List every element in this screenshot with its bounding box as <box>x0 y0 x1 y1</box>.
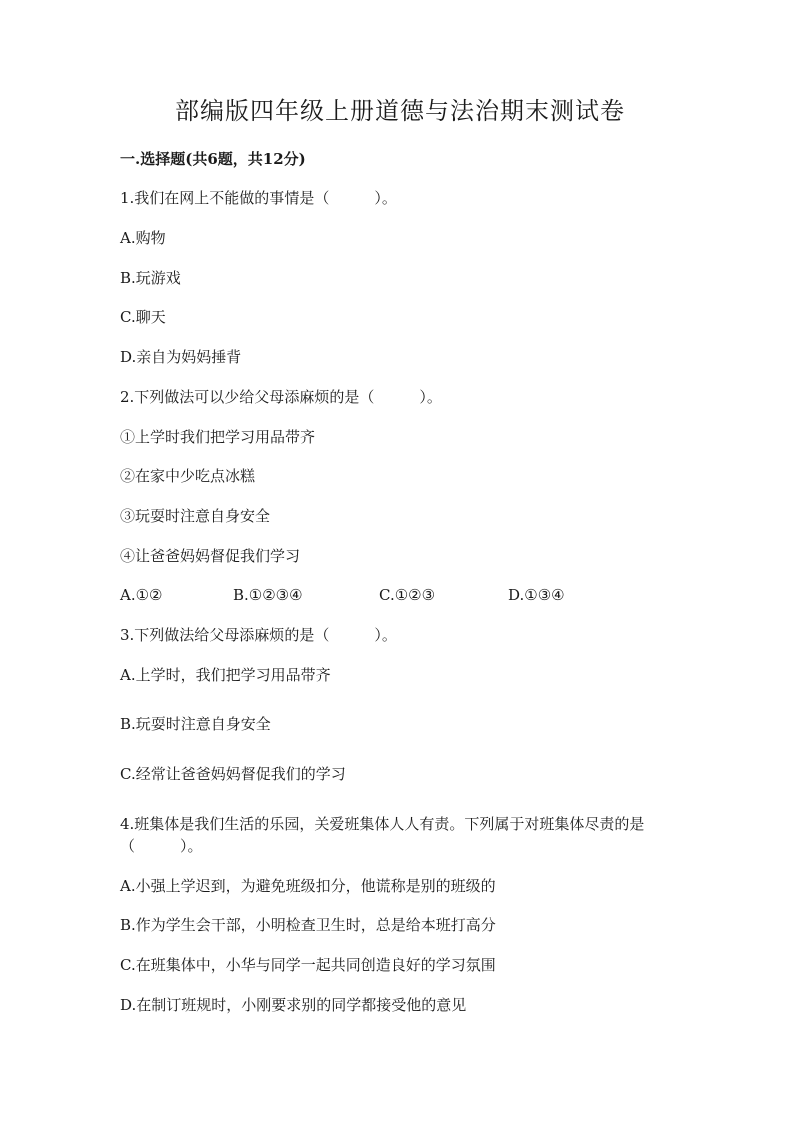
question-4-option-a: A.小强上学迟到，为避免班级扣分，他谎称是别的班级的 <box>120 877 496 895</box>
question-4-stem: 4.班集体是我们生活的乐园，关爱班集体人人有责。下列属于对班集体尽责的是（ ）。 <box>120 815 645 855</box>
question-2-option-a: A.①② <box>120 586 163 604</box>
question-2-stem: 2.下列做法可以少给父母添麻烦的是（ ）。 <box>120 388 442 406</box>
section-heading: 一.选择题(共6题，共12分) <box>120 150 306 168</box>
question-2-option-b: B.①②③④ <box>233 586 303 604</box>
page-title: 部编版四年级上册道德与法治期末测试卷 <box>175 97 625 125</box>
question-2-statement-1: ①上学时我们把学习用品带齐 <box>120 428 316 446</box>
question-1-option-c: C.聊天 <box>120 308 166 326</box>
question-3-stem: 3.下列做法给父母添麻烦的是（ ）。 <box>120 626 397 644</box>
question-3-option-b: B.玩耍时注意自身安全 <box>120 715 271 733</box>
question-1-option-b: B.玩游戏 <box>120 269 181 287</box>
question-4-option-d: D.在制订班规时，小刚要求别的同学都接受他的意见 <box>120 996 467 1014</box>
question-4-option-c: C.在班集体中，小华与同学一起共同创造良好的学习氛围 <box>120 956 496 974</box>
question-2-statement-2: ②在家中少吃点冰糕 <box>120 467 256 485</box>
question-1-option-a: A.购物 <box>120 229 166 247</box>
question-2-option-d: D.①③④ <box>508 586 565 604</box>
question-4-option-b: B.作为学生会干部，小明检查卫生时，总是给本班打高分 <box>120 916 496 934</box>
question-2-option-c: C.①②③ <box>379 586 436 604</box>
question-1-option-d: D.亲自为妈妈捶背 <box>120 348 242 366</box>
question-2-statement-4: ④让爸爸妈妈督促我们学习 <box>120 547 301 565</box>
question-1-stem: 1.我们在网上不能做的事情是（ ）。 <box>120 189 397 207</box>
question-3-option-c: C.经常让爸爸妈妈督促我们的学习 <box>120 765 346 783</box>
question-3-option-a: A.上学时，我们把学习用品带齐 <box>120 666 331 684</box>
question-2-statement-3: ③玩耍时注意自身安全 <box>120 507 271 525</box>
